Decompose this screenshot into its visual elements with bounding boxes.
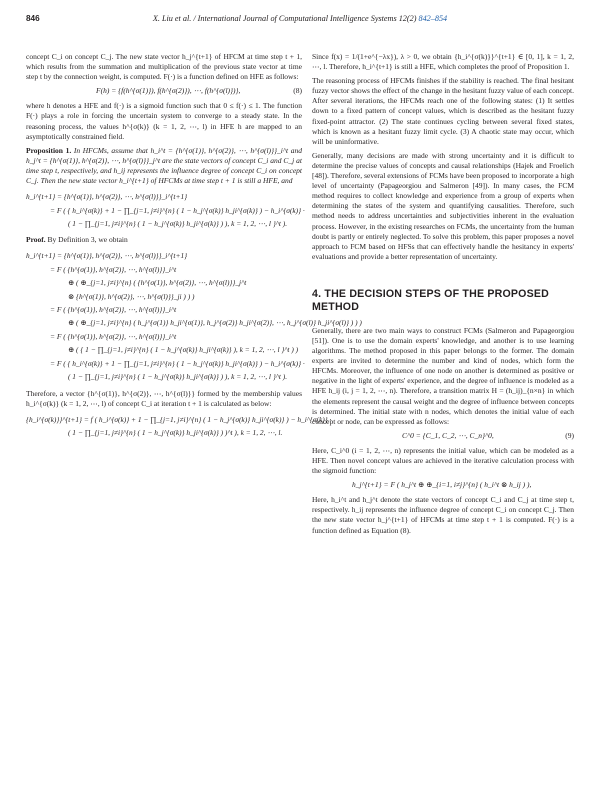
paragraph: Since f(x) = 1/(1+e^{−λx}), λ > 0, we obtain {h_i^{σ(k)}}^{t+1} ∈ [0, 1], k = 1, 2, ⋯, l. Therefore, h_i^{t+1} is still a HFE, which completes the proof of Proposition 1. [312, 52, 574, 72]
sigmoid-equation: h_j^{t+1} = F ( h_j^t ⊕ ⊕_{i=1, i≠j}^{n} ( h_i^t ⊗ h_ij ) ), [352, 480, 532, 490]
paragraph: Generally, many decisions are made with strong uncertainty and it is difficult to determine the precise values of concepts and causal relationships (Hajek and Froelich [48]). Therefore, several extensions of FCMs have been proposed to incorporate a high level of uncertainty (Papageorgiou and Salmeron [49]). In many cases, the FCM method requires to collect knowledge and experience from a group of experts when determining the states of the system and quantifying causalities. Therefore, such method needs to address uncertainties and subjectivities inherent in the evaluation process. However, in the existing researches on FCMs, the uncertainty from the human doubt is partly or entirely neglected. To solve this problem, this paper proposes a novel approach to FCM based on HFSs that can effectively handle the hesitancy in experts' evaluations and provide a better representation of uncertainty. [312, 150, 574, 261]
paragraph: Here, h_i^t and h_j^t denote the state vectors of concept C_i and C_j at time step t, respectively. h_ij represents the influence degree of concept C_i on concept C_j. Then the new state vector h_j^{t+1} of HFCMs at time step t + 1 is computed. F(·) is a function defined as Equation (8). [312, 495, 574, 535]
section-number: 4. [312, 287, 322, 300]
section-heading [312, 288, 574, 314]
running-header [26, 14, 574, 28]
proposition-equation: h_i^{t+1} = {h^{σ(1)}, h^{σ(2)}, ⋯, h^{σ(l)}}_i^{t+1} = F ( { h_i^{σ(k)} + 1 − ∏_{j=1, j≠i}^{n} ( 1 − h_j^{σ(k)} h_ji^{σ(k)} ) − h_i^{σ(k)} · ( 1 − ∏_{j=1, j≠i}^{n} ( 1 − h_j^{σ(k)} h_ji^{σ(k)} ) ), k = 1, 2, ⋯, l }^t ). [26, 192, 305, 228]
page-number: 846 [26, 14, 40, 23]
membership-equation: {h_i^{σ(k)}}^{t+1} = f ( h_i^{σ(k)} + 1 − ∏_{j=1, j≠i}^{n} ( 1 − h_j^{σ(k)} h_ji^{σ(k)} ) − h_i^{σ(k)} · ( 1 − ∏_{j=1, j≠i}^{n} ( 1 − h_j^{σ(k)} h_ji^{σ(k)} ) )^t ), k = 1, 2, ⋯, l. [26, 414, 332, 438]
proof: Proof. By Definition 3, we obtain [26, 235, 128, 245]
paragraph: Here, C_i^0 (i = 1, 2, ⋯, n) represents the initial value, which can be modeled as a HFE. Then novel concept values are achieved in the iterative calculation process with the sigmoid function: [312, 445, 574, 476]
section-title: THE DECISION STEPS OF THE PROPOSED METHOD [312, 287, 549, 313]
paragraph: where h denotes a HFE and f(·) is a sigmoid function such that 0 ≤ f(·) ≤ 1. The function F(·) plays a role in forcing the uncertain system to converge to a steady state. In the reasoning process, the values h^{σ(k)} (k = 1, 2, ⋯, l) in HFE h are mapped to an asymptotically constrained field. [26, 101, 302, 141]
equation-8: F(h) = {f(h^{σ(1)}), f(h^{σ(2)}), ⋯, f(h^{σ(l)})}, (8) [96, 86, 302, 96]
proof-derivation: h_i^{t+1} = {h^{σ(1)}, h^{σ(2)}, ⋯, h^{σ(l)}}_i^{t+1} = F ( {h^{σ(1)}, h^{σ(2)}, ⋯, h^{σ(l)}}_i^t ⊕ ( ⊕_{j=1, j≠i}^{n} ( {h^{σ(1)}, h^{σ(2)}, ⋯, h^{σ(l)}}_j^t ⊗ {h^{σ(1)}, h^{σ(2)}, ⋯, h^{σ(l)}}_ji ) ) ) = F ( {h^{σ(1)}, h^{σ(2)}, ⋯, h^{σ(l)}}_i^t ⊕ ( ⊕_{j=1, j≠i}^{n} ( h_j^{σ(1)} h_ji^{σ(1)}, h_j^{σ(2)} h_ji^{σ(2)}, ⋯, h_j^{σ(l)} h_ji^{σ(l)} ) ) ) = F ( {h^{σ(1)}, h^{σ(2)}, ⋯, h^{σ(l)}}_i^t ⊕ ( { 1 − ∏_{j=1, j≠i}^{n} ( 1 − h_j^{σ(k)} h_ji^{σ(k)} ), k = 1, 2, ⋯, l }^t ) ) = F ( { h_i^{σ(k)} + 1 − ∏_{j=1, j≠i}^{n} ( 1 − h_j^{σ(k)} h_ji^{σ(k)} ) − h_i^{σ(k)} · ( 1 − ∏_{j=1, j≠i}^{n} ( 1 − h_j^{σ(k)} h_ji^{σ(k)} ) ), k = 1, 2, ⋯, l }^t ). [26, 251, 362, 382]
paragraph: concept C_i on concept C_j. The new state vector h_j^{t+1} of HFCM at time step t + 1, which results from the summation and multiplication of the previous state vector at time step t by the connection weight, is computed. F(·) is a function defined on HFE as follows: [26, 52, 302, 82]
page-range-link[interactable]: 842–854 [418, 14, 448, 23]
left-column [26, 52, 362, 445]
paragraph: Therefore, a vector {h^{σ(1)}, h^{σ(2)}, ⋯, h^{σ(l)}} formed by the membership values h_i^{σ(k)} (k = 1, 2, ⋯, l) of concept C_i at iteration t + 1 is calculated as below: [26, 388, 302, 408]
right-column [312, 52, 574, 540]
proposition-1: Proposition 1. In HFCMs, assume that h_i^t = {h^{σ(1)}, h^{σ(2)}, ⋯, h^{σ(l)}}_i^t and h_j^t = {h^{σ(1)}, h^{σ(2)}, ⋯, h^{σ(l)}}_j^t are the state vectors of concept C_i and C_j at time step t, respectively, and h_ij represents the influence degree of concept C_i on concept C_j. Then the new state vector h_i^{t+1} of HFCMs at time step t + 1 is still a HFE, and [26, 145, 303, 186]
equation-9: C^0 = {C_1, C_2, ⋯, C_n}^0, (9) [402, 430, 574, 440]
running-title: X. Liu et al. / International Journal of Computational Intelligence Systems 12(2) 842–854 [152, 14, 448, 23]
paragraph: Generally, there are two main ways to construct FCMs (Salmeron and Papageorgiou [51]). One is to use the domain experts' knowledge, and another is to use learning algorithms. The method proposed in this paper belongs to the former. The domain experts are invited to determine the number and kind of nodes, which form the HFCMs. Moreover, the influence of one node on another is determined as positive or negative in the light of experts' experience, and the degree of influence is modeled as a HFE h_ij (i, j = 1, 2, ⋯, n). Therefore, a transition matrix H = (h_ij)_{n×n} in which the elements represent the causal weight and the degree of influence between concepts is determined. The initial state with n nodes, which denotes the initial value of each concept or node, can be expressed as follows: [312, 325, 574, 426]
paragraph: The reasoning process of HFCMs finishes if the stability is reached. The final hesitant fuzzy vector shows the effect of the change in the hesitant fuzzy value of each concept. After several iterations, the HFCMs reach one of the following states: (1) It settles down to a fixed pattern of concept values, which is described as the hesitant fuzzy fixed-point attractor. (2) The state continues cycling between several fixed states, which is known as a hesitant fuzzy limit cycle. (3) A chaotic state may occur, which will be uninformative. [312, 76, 574, 146]
